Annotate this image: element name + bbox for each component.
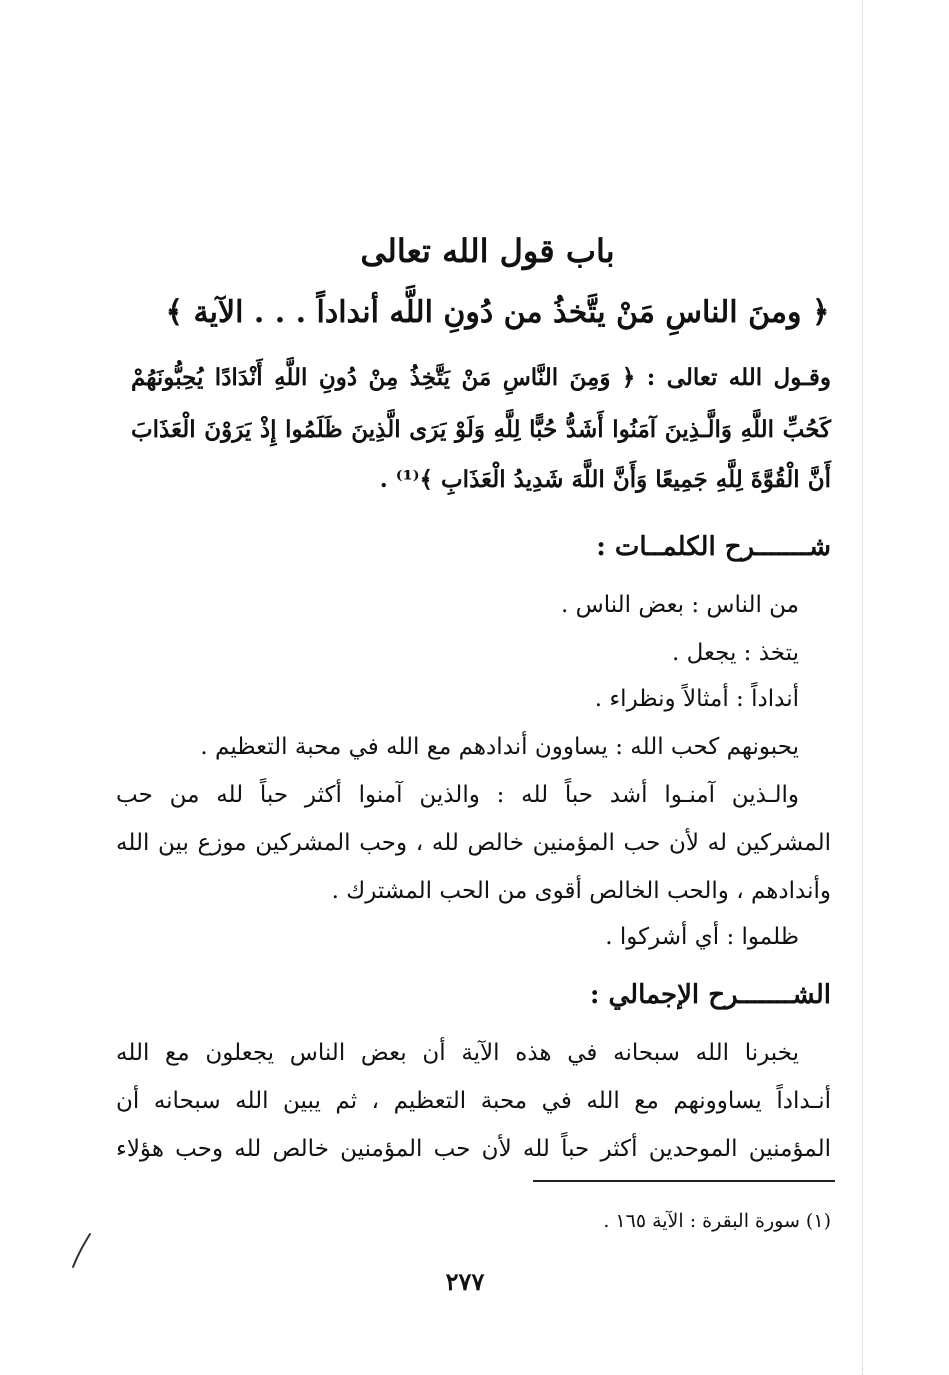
words-heading: شـــــــرح الكلمــات :: [596, 532, 831, 562]
definition-line: ظلموا : أي أشركوا .: [605, 924, 799, 950]
verse-line: أَنَّ الْقُوَّةَ لِلَّهِ جَمِيعًا وَأَنَّ اللَّهَ شَدِيدُ الْعَذَابِ ﴾⁽¹⁾ .: [379, 466, 831, 493]
verse-line: كَحُبِّ اللَّهِ وَالَّـذِينَ آمَنُوا أَشَدُّ حُبًّا لِلَّهِ وَلَوْ يَرَى الَّذِينَ ظَلَمُوا إِذْ يَرَوْنَ الْعَذَابَ: [131, 416, 831, 443]
definition-line: أنداداً : أمثالاً ونظراء .: [594, 686, 799, 712]
footnote-divider: [533, 1180, 835, 1182]
explanation-line: وأندادهم ، والحب الخالص أقوى من الحب المشترك .: [331, 878, 831, 904]
page-number: ٢٧٧: [445, 1267, 485, 1296]
summary-line: المؤمنين الموحدين أكثر حباً لله لأن حب المؤمنين خالص لله وحب هؤلاء: [116, 1136, 831, 1162]
definition-line: يتخذ : يجعل .: [671, 640, 799, 666]
explanation-line: المشركين له لأن حب المؤمنين خالص لله ، وحب المشركين موزع بين الله: [116, 830, 831, 856]
explanation-line: والـذين آمنـوا أشد حباً لله : والذين آمنوا أكثر حباً لله من حب: [116, 782, 799, 808]
summary-heading: الشـــــــرح الإجمالي :: [589, 980, 831, 1010]
pen-stroke-mark: [70, 1232, 94, 1270]
chapter-title: باب قول الله تعالى: [360, 232, 615, 270]
summary-line: أنـداداً يساوونهم مع الله في محبة التعظيم ، ثم يبين الله سبحانه أن: [116, 1088, 831, 1114]
verse-line: وقـول الله تعالى : ﴿ وَمِنَ النَّاسِ مَنْ يَتَّخِذُ مِنْ دُونِ اللَّهِ أَنْدَادًا يُحِبُّونَهُمْ: [131, 364, 831, 391]
definition-line: يحبونهم كحب الله : يساوون أندادهم مع الله في محبة التعظيم .: [200, 734, 799, 760]
footnote: (١) سورة البقرة : الآية ١٦٥ .: [603, 1210, 831, 1232]
summary-line: يخبرنا الله سبحانه في هذه الآية أن بعض الناس يجعلون مع الله: [116, 1040, 799, 1066]
definition-line: من الناس : بعض الناس .: [561, 592, 799, 618]
chapter-subtitle: ﴿ ومنَ الناسِ مَنْ يتَّخذُ من دُونِ اللَّه أنداداً . . . الآية ﴾: [165, 295, 830, 330]
page-edge-line: [862, 0, 863, 1375]
